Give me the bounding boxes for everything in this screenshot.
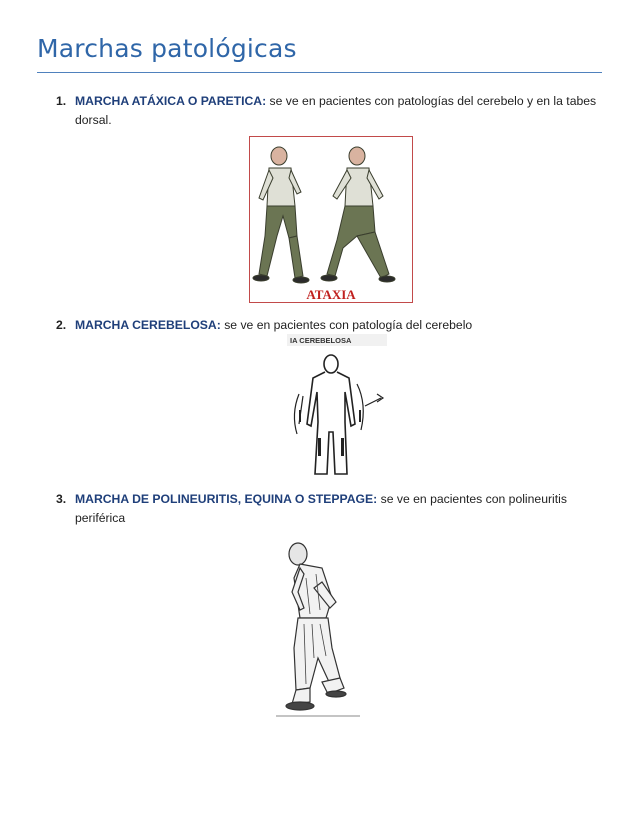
item-text xyxy=(75,92,602,130)
item-text xyxy=(75,490,602,528)
title-divider xyxy=(37,72,602,73)
steppage-illustration xyxy=(270,538,366,720)
ataxia-illustration xyxy=(249,136,413,303)
figure-steppage xyxy=(270,538,366,720)
item-description: se ve en pacientes con patología del cerebelo xyxy=(220,318,473,332)
item-number: 1. xyxy=(56,94,67,108)
figure-ataxia xyxy=(249,136,413,303)
item-heading: MARCHA CEREBELOSA: xyxy=(75,318,221,332)
list-item-3 xyxy=(56,490,602,528)
ataxia-caption: ATAXIA xyxy=(306,287,356,302)
item-description: se ve en pacientes con polineuritis periférica xyxy=(75,492,567,525)
cerebelosa-illustration xyxy=(287,334,387,486)
list-item-2 xyxy=(56,316,602,335)
item-number: 2. xyxy=(56,318,67,332)
cerebelosa-caption: IA CEREBELOSA xyxy=(290,336,352,345)
item-description: se ve en pacientes con patologías del cerebelo y en la tabes dorsal. xyxy=(75,94,597,127)
item-text xyxy=(75,316,602,335)
item-number: 3. xyxy=(56,492,67,506)
figure-cerebelosa xyxy=(287,334,387,486)
page-title: Marchas patológicas xyxy=(37,34,297,63)
list-item-1 xyxy=(56,92,602,130)
item-heading: MARCHA DE POLINEURITIS, EQUINA O STEPPAGE: xyxy=(75,492,378,506)
item-heading: MARCHA ATÁXICA O PARETICA: xyxy=(75,94,267,108)
